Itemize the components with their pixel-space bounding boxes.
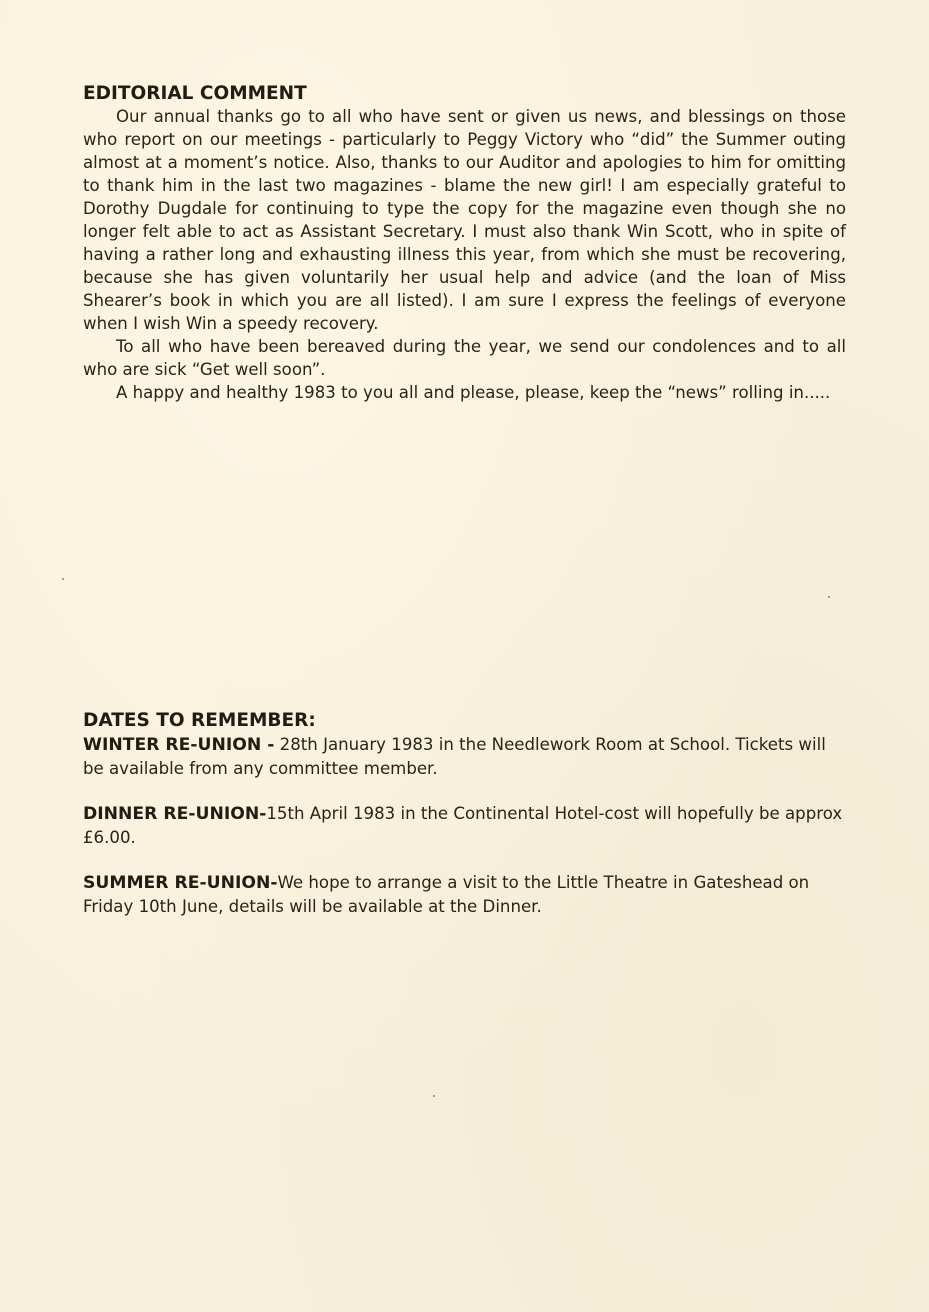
dates-heading: DATES TO REMEMBER: [83,710,316,731]
event-name: SUMMER RE-UNION- [83,873,278,893]
event-details: 28th January 1983 in the Needlework Room at School. Tickets will be available from any committee member. [83,735,826,778]
event-name: DINNER RE-UNION- [83,804,267,824]
editorial-paragraph: To all who have been bereaved during the year, we send our condolences and to all who are sick “Get well soon”. [83,337,846,379]
paper-speck [62,578,64,580]
paper-speck [828,596,830,598]
event-details: 15th April 1983 in the Continental Hotel-cost will hopefully be approx £6.00. [83,804,843,847]
paper-speck [433,1095,435,1097]
editorial-section [83,82,846,404]
event-name: WINTER RE-UNION - [83,735,275,755]
event-details: We hope to arrange a visit to the Little Theatre in Gateshead on Friday 10th June, details will be available at the Dinner. [83,873,810,916]
event-summer-reunion [83,871,846,918]
event-winter-reunion [83,733,846,780]
editorial-paragraph: Our annual thanks go to all who have sent or given us news, and blessings on those who report on our meetings - particularly to Peggy Victory who “did” the Summer outing almost at a moment’s notice. Also, thanks to our Auditor and apologies to him for omitting to thank him in the last two magazines - blame the new girl! I am especially grateful to Dorothy Dugdale for continuing to type the copy for the magazine even though she no longer felt able to act as Assistant Secretary. I must also thank Win Scott, who in spite of having a rather long and exhausting illness this year, from which she must be recovering, because she has given voluntarily her usual help and advice (and the loan of Miss Shearer’s book in which you are all listed). I am sure I express the feelings of everyone when I wish Win a speedy recovery. [83,107,846,333]
event-dinner-reunion [83,802,846,849]
editorial-heading: EDITORIAL COMMENT [83,83,307,104]
dates-section [83,709,846,940]
editorial-paragraph: A happy and healthy 1983 to you all and please, please, keep the “news” rolling in..... [116,383,831,402]
